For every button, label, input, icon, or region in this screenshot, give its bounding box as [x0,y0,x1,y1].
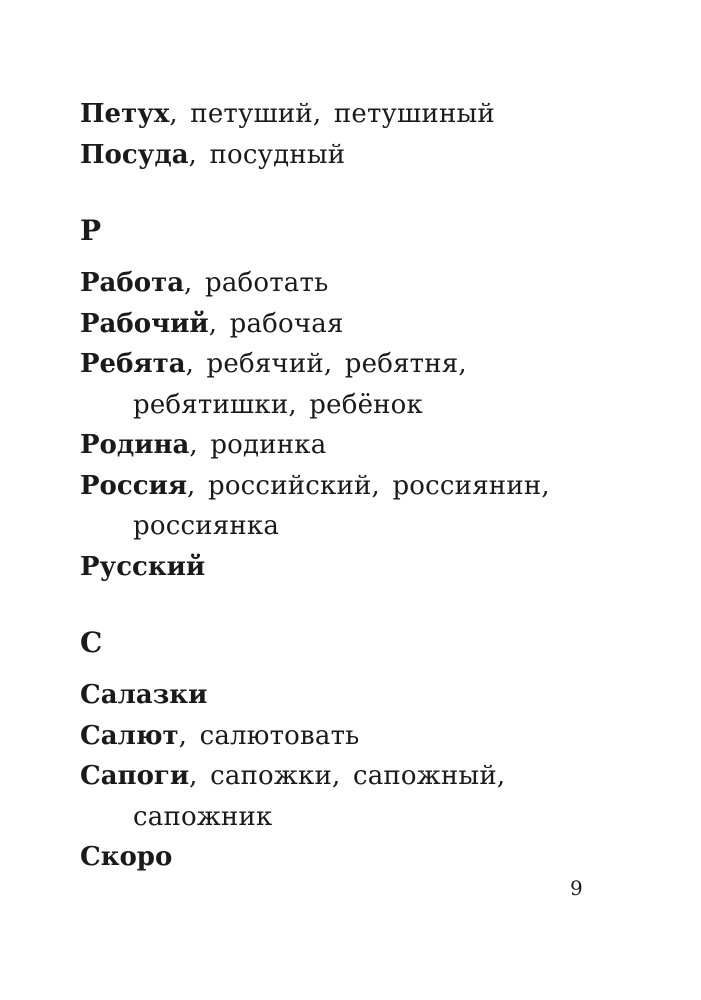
headword: Родина [80,430,190,460]
spacer [80,251,640,263]
headword: Петух [80,99,170,129]
entry-petukh [80,94,640,135]
spacer [80,587,640,623]
dictionary-page [80,94,640,878]
headword: Рабочий [80,308,209,339]
page-number: 9 [570,876,583,900]
headword: Работа [80,268,185,298]
headword: Посуда [80,139,189,170]
headword: Сапоги [80,761,190,791]
section-letter-s: С [80,626,103,659]
entry-continuation: сапожник [133,801,273,832]
derived-words: , салютовать [178,720,360,751]
entry-rebyata [80,344,640,385]
derived-words: , сапожки, сапожный, [189,761,506,791]
derived-words: , родинка [189,430,327,460]
headword: Салазки [80,680,208,710]
entry-continuation: ребятишки, ребёнок [133,389,423,420]
headword: Ребята [80,349,186,379]
derived-words: , работать [184,268,329,298]
entry-salazki [80,675,640,716]
entry-sapogi [80,756,640,797]
entry-continuation: россиянка [133,511,280,541]
derived-words: , российский, россиянин, [187,470,550,501]
spacer [80,663,640,675]
entry-skoro [80,837,640,878]
entry-rodina [80,425,640,466]
derived-words: , посудный [188,139,346,170]
derived-words: , петуший, петушиный [169,99,495,129]
entry-rabochiy [80,304,640,345]
headword: Россия [80,470,188,501]
entry-russkiy [80,547,640,588]
entry-salyut [80,716,640,757]
entry-rabota [80,263,640,304]
derived-words: , ребячий, ребятня, [185,349,467,379]
spacer [80,175,640,211]
entry-posuda [80,135,640,176]
headword: Скоро [80,842,173,872]
headword: Салют [80,720,179,751]
entry-rossiya [80,466,640,507]
headword: Русский [80,551,206,582]
derived-words: , рабочая [208,308,344,339]
section-letter-r: Р [80,214,102,247]
